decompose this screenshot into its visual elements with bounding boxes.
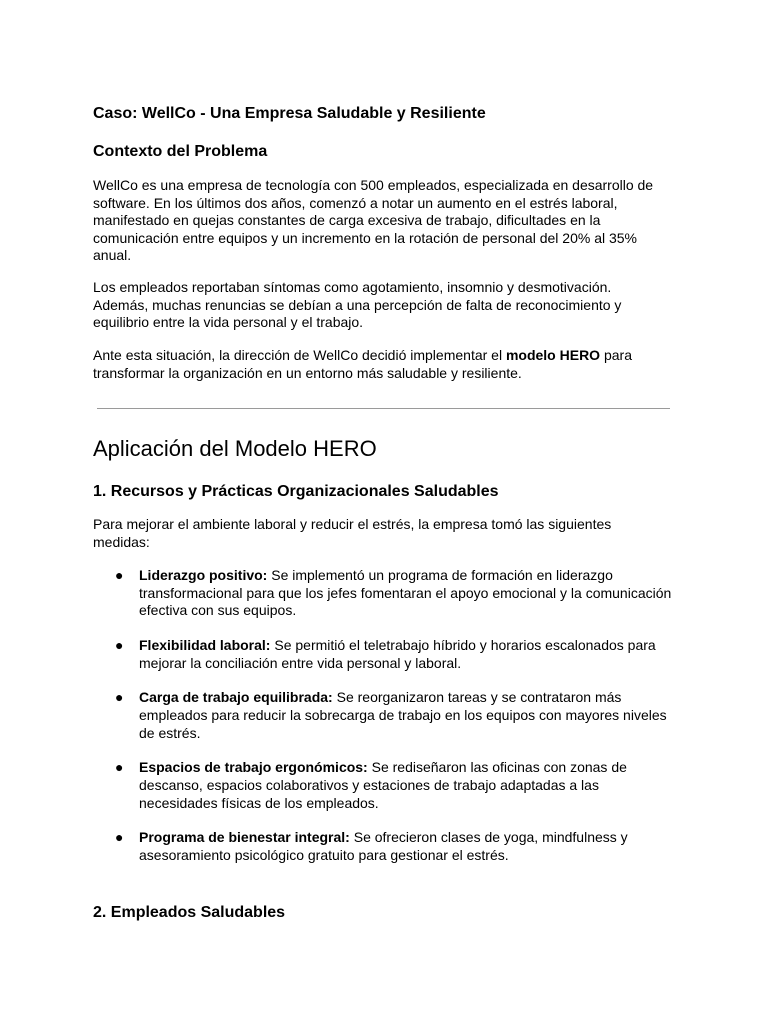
- document-title: Caso: WellCo - Una Empresa Saludable y Resiliente: [93, 105, 486, 122]
- list-item-work-flexibility: [93, 637, 678, 672]
- section-heading-hero: Aplicación del Modelo HERO: [93, 436, 377, 461]
- paragraph-measures-intro: Para mejorar el ambiente laboral y reducir el estrés, la empresa tomó las siguientes medidas:: [93, 516, 612, 550]
- paragraph-company-description: WellCo es una empresa de tecnología con 500 empleados, especializada en desarrollo de software. En los últimos dos años, comenzó a notar un aumento en el estrés laboral, manifestado en quejas constantes de carga excesiva de trabajo, dificultades en la comunicación entre equipos y un incremento en la rotación de personal del 20% al 35% anual.: [93, 177, 654, 264]
- context-heading: Contexto del Problema: [93, 143, 268, 160]
- list-item-label: Espacios de trabajo ergonómicos:: [139, 759, 368, 776]
- list-item-label: Liderazgo positivo:: [139, 567, 268, 583]
- list-item-text: Se permitió el teletrabajo híbrido y horarios escalonados para mejorar la conciliación entre vida personal y laboral.: [139, 636, 656, 671]
- paragraph-hero-decision-after: para transformar la organización en un entorno más saludable y resiliente.: [93, 347, 632, 381]
- list-item-label: Carga de trabajo equilibrada:: [139, 689, 333, 706]
- paragraph-hero-decision-before: Ante esta situación, la dirección de WellCo decidió implementar el: [93, 347, 506, 363]
- subsection-heading-healthy-employees: 2. Empleados Saludables: [93, 904, 286, 921]
- list-item-label: Programa de bienestar integral:: [139, 829, 350, 846]
- horizontal-divider: [97, 408, 670, 409]
- hero-model-emphasis: modelo HERO: [505, 347, 601, 363]
- bullet-icon: ●: [115, 636, 124, 653]
- measures-list: [93, 567, 678, 882]
- list-item-label: Flexibilidad laboral:: [139, 636, 271, 653]
- list-item-positive-leadership: [93, 567, 678, 620]
- paragraph-employee-symptoms: Los empleados reportaban síntomas como agotamiento, insomnio y desmotivación. Además, muchas renuncias se debían a una percepción de falta de reconocimiento y equilibrio entre la vida personal y el trabajo.: [93, 279, 622, 331]
- list-item-text: Se reorganizaron tareas y se contrataron más empleados para reducir la sobrecarga de trabajo en los equipos con mayores niveles de estrés.: [139, 689, 667, 741]
- subsection-heading-resources: 1. Recursos y Prácticas Organizacionales Saludables: [93, 483, 499, 500]
- list-item-wellness-program: [93, 829, 678, 864]
- bullet-icon: ●: [115, 829, 124, 846]
- bullet-icon: ●: [115, 689, 124, 706]
- bullet-icon: ●: [115, 567, 124, 583]
- paragraph-hero-decision: [93, 347, 668, 382]
- list-item-text: Se implementó un programa de formación en liderazgo transformacional para que los jefes fomentaran el apoyo emocional y la comunicación efectiva con sus equipos.: [139, 567, 672, 619]
- list-item-text: Se ofrecieron clases de yoga, mindfulness y asesoramiento psicológico gratuito para gestionar el estrés.: [139, 829, 628, 863]
- list-item-text: Se rediseñaron las oficinas con zonas de descanso, espacios colaborativos y estaciones de trabajo adaptadas a las necesidades físicas de los empleados.: [139, 759, 627, 811]
- list-item-ergonomic-spaces: [93, 759, 678, 812]
- list-item-balanced-workload: [93, 689, 678, 742]
- bullet-icon: ●: [115, 759, 124, 776]
